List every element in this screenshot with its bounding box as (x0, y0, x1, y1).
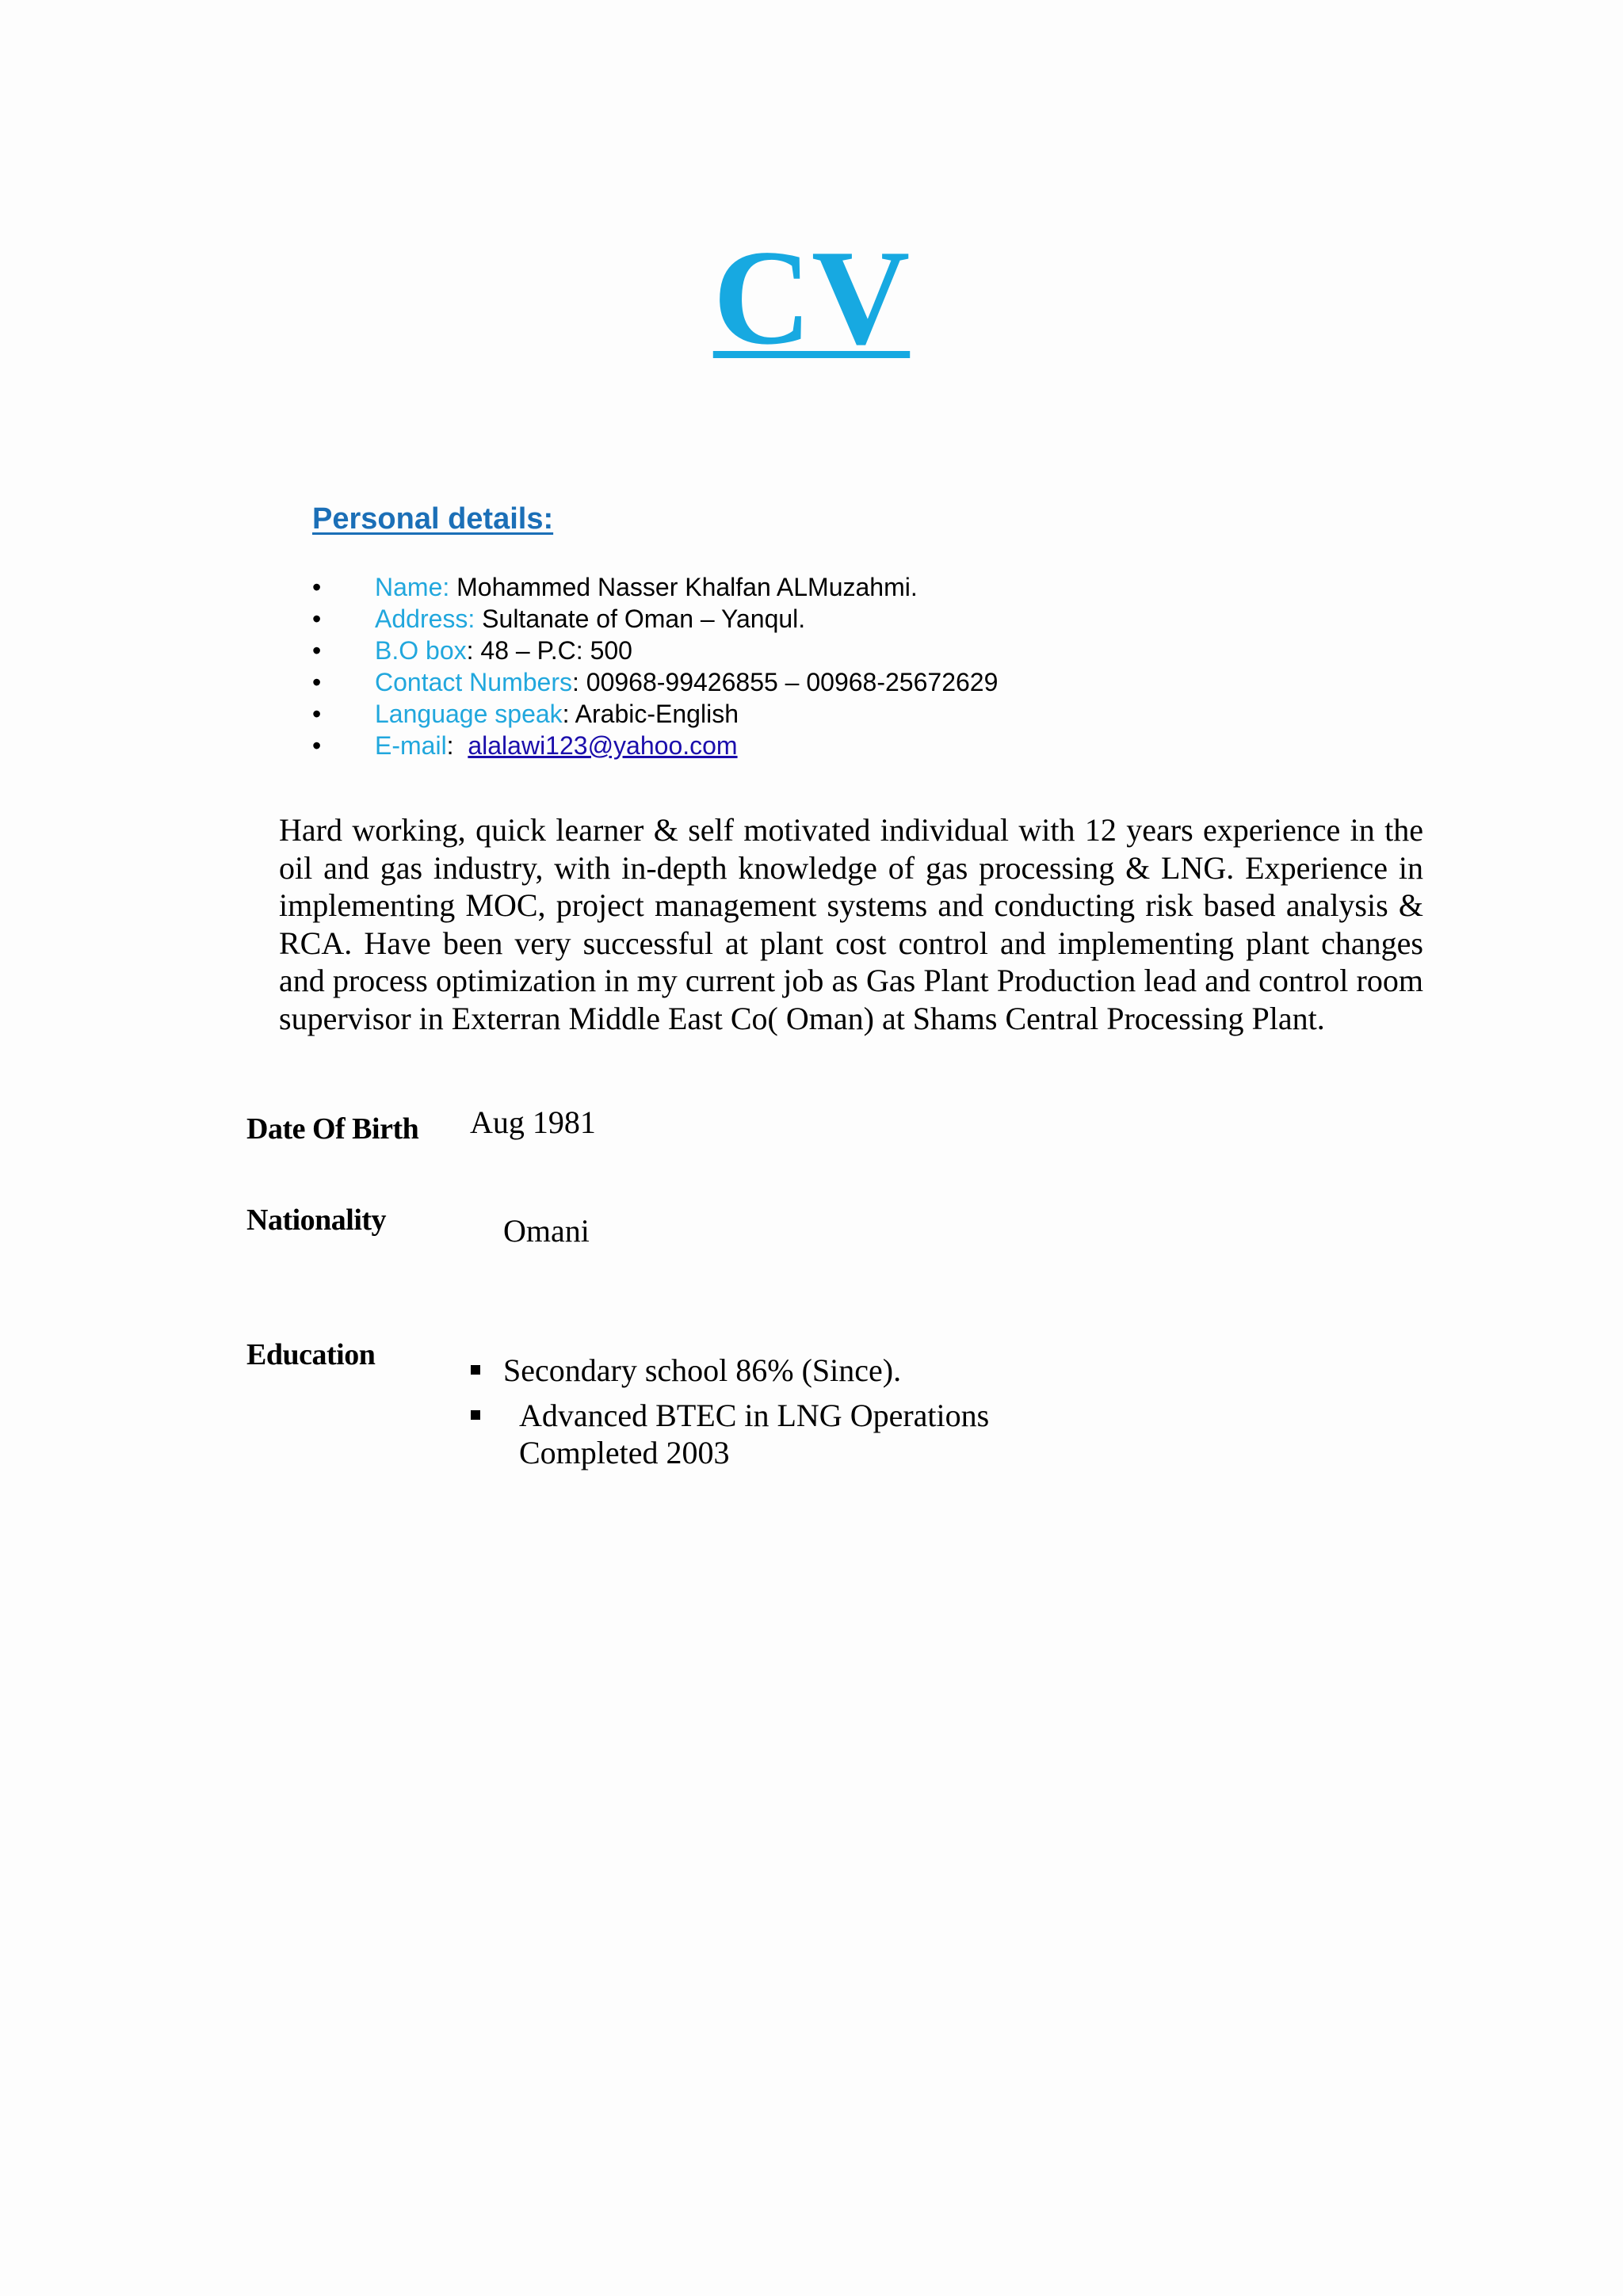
contact-numbers-label: Contact Numbers (375, 668, 572, 696)
language-value: : Arabic-English (562, 700, 739, 728)
square-bullet-icon (471, 1410, 480, 1420)
list-item-contact-numbers (312, 666, 998, 698)
nationality-label: Nationality (246, 1203, 387, 1237)
list-item (468, 1397, 989, 1471)
email-separator: : (446, 731, 468, 760)
bullet: • (312, 700, 322, 728)
dob-value: Aug 1981 (470, 1104, 596, 1140)
bullet: • (312, 636, 322, 665)
list-item-address (312, 603, 998, 635)
personal-details-list (312, 571, 998, 761)
education-item-line2: Completed 2003 (519, 1435, 730, 1470)
po-box-label: B.O box (375, 636, 467, 665)
education-item-text: Secondary school 86% (Since). (503, 1352, 902, 1388)
summary-paragraph: Hard working, quick learner & self motivated individual with 12 years experience in the oil and gas industry, with in-depth knowledge of gas processing & LNG. Experience in implementing MOC, project management systems and conducting risk based analysis & RCA. Have been very successful at plant cost control and implementing plant changes and process optimization in my current job as Gas Plant Production lead and control room supervisor in Exterran Middle East Co( Oman) at Shams Central Processing Plant. (279, 812, 1423, 1036)
address-value: Sultanate of Oman – Yanqul. (475, 605, 806, 633)
address-label: Address: (375, 605, 475, 633)
list-item (468, 1352, 989, 1389)
bullet: • (312, 668, 322, 696)
nationality-value: Omani (503, 1213, 590, 1249)
po-box-value: : 48 – P.C: 500 (466, 636, 632, 665)
email-link[interactable]: alalawi123@yahoo.com (468, 731, 738, 760)
name-label: Name: (375, 573, 450, 601)
list-item-po-box (312, 635, 998, 666)
list-item-name (312, 571, 998, 603)
square-bullet-icon (471, 1365, 480, 1375)
education-list (468, 1352, 989, 1471)
education-item-line1: Advanced BTEC in LNG Operations (519, 1398, 990, 1433)
bullet: • (312, 731, 322, 760)
email-label: E-mail (375, 731, 447, 760)
name-value: Mohammed Nasser Khalfan ALMuzahmi. (449, 573, 918, 601)
dob-label: Date Of Birth (246, 1112, 419, 1146)
language-label: Language speak (375, 700, 563, 728)
list-item-language (312, 698, 998, 730)
bullet: • (312, 573, 322, 601)
contact-numbers-value: : 00968-99426855 – 00968-25672629 (571, 668, 999, 696)
page-title: CV (712, 223, 911, 373)
education-label: Education (246, 1338, 376, 1371)
list-item-email (312, 730, 998, 761)
bullet: • (312, 605, 322, 633)
personal-details-heading: Personal details: (312, 502, 554, 536)
